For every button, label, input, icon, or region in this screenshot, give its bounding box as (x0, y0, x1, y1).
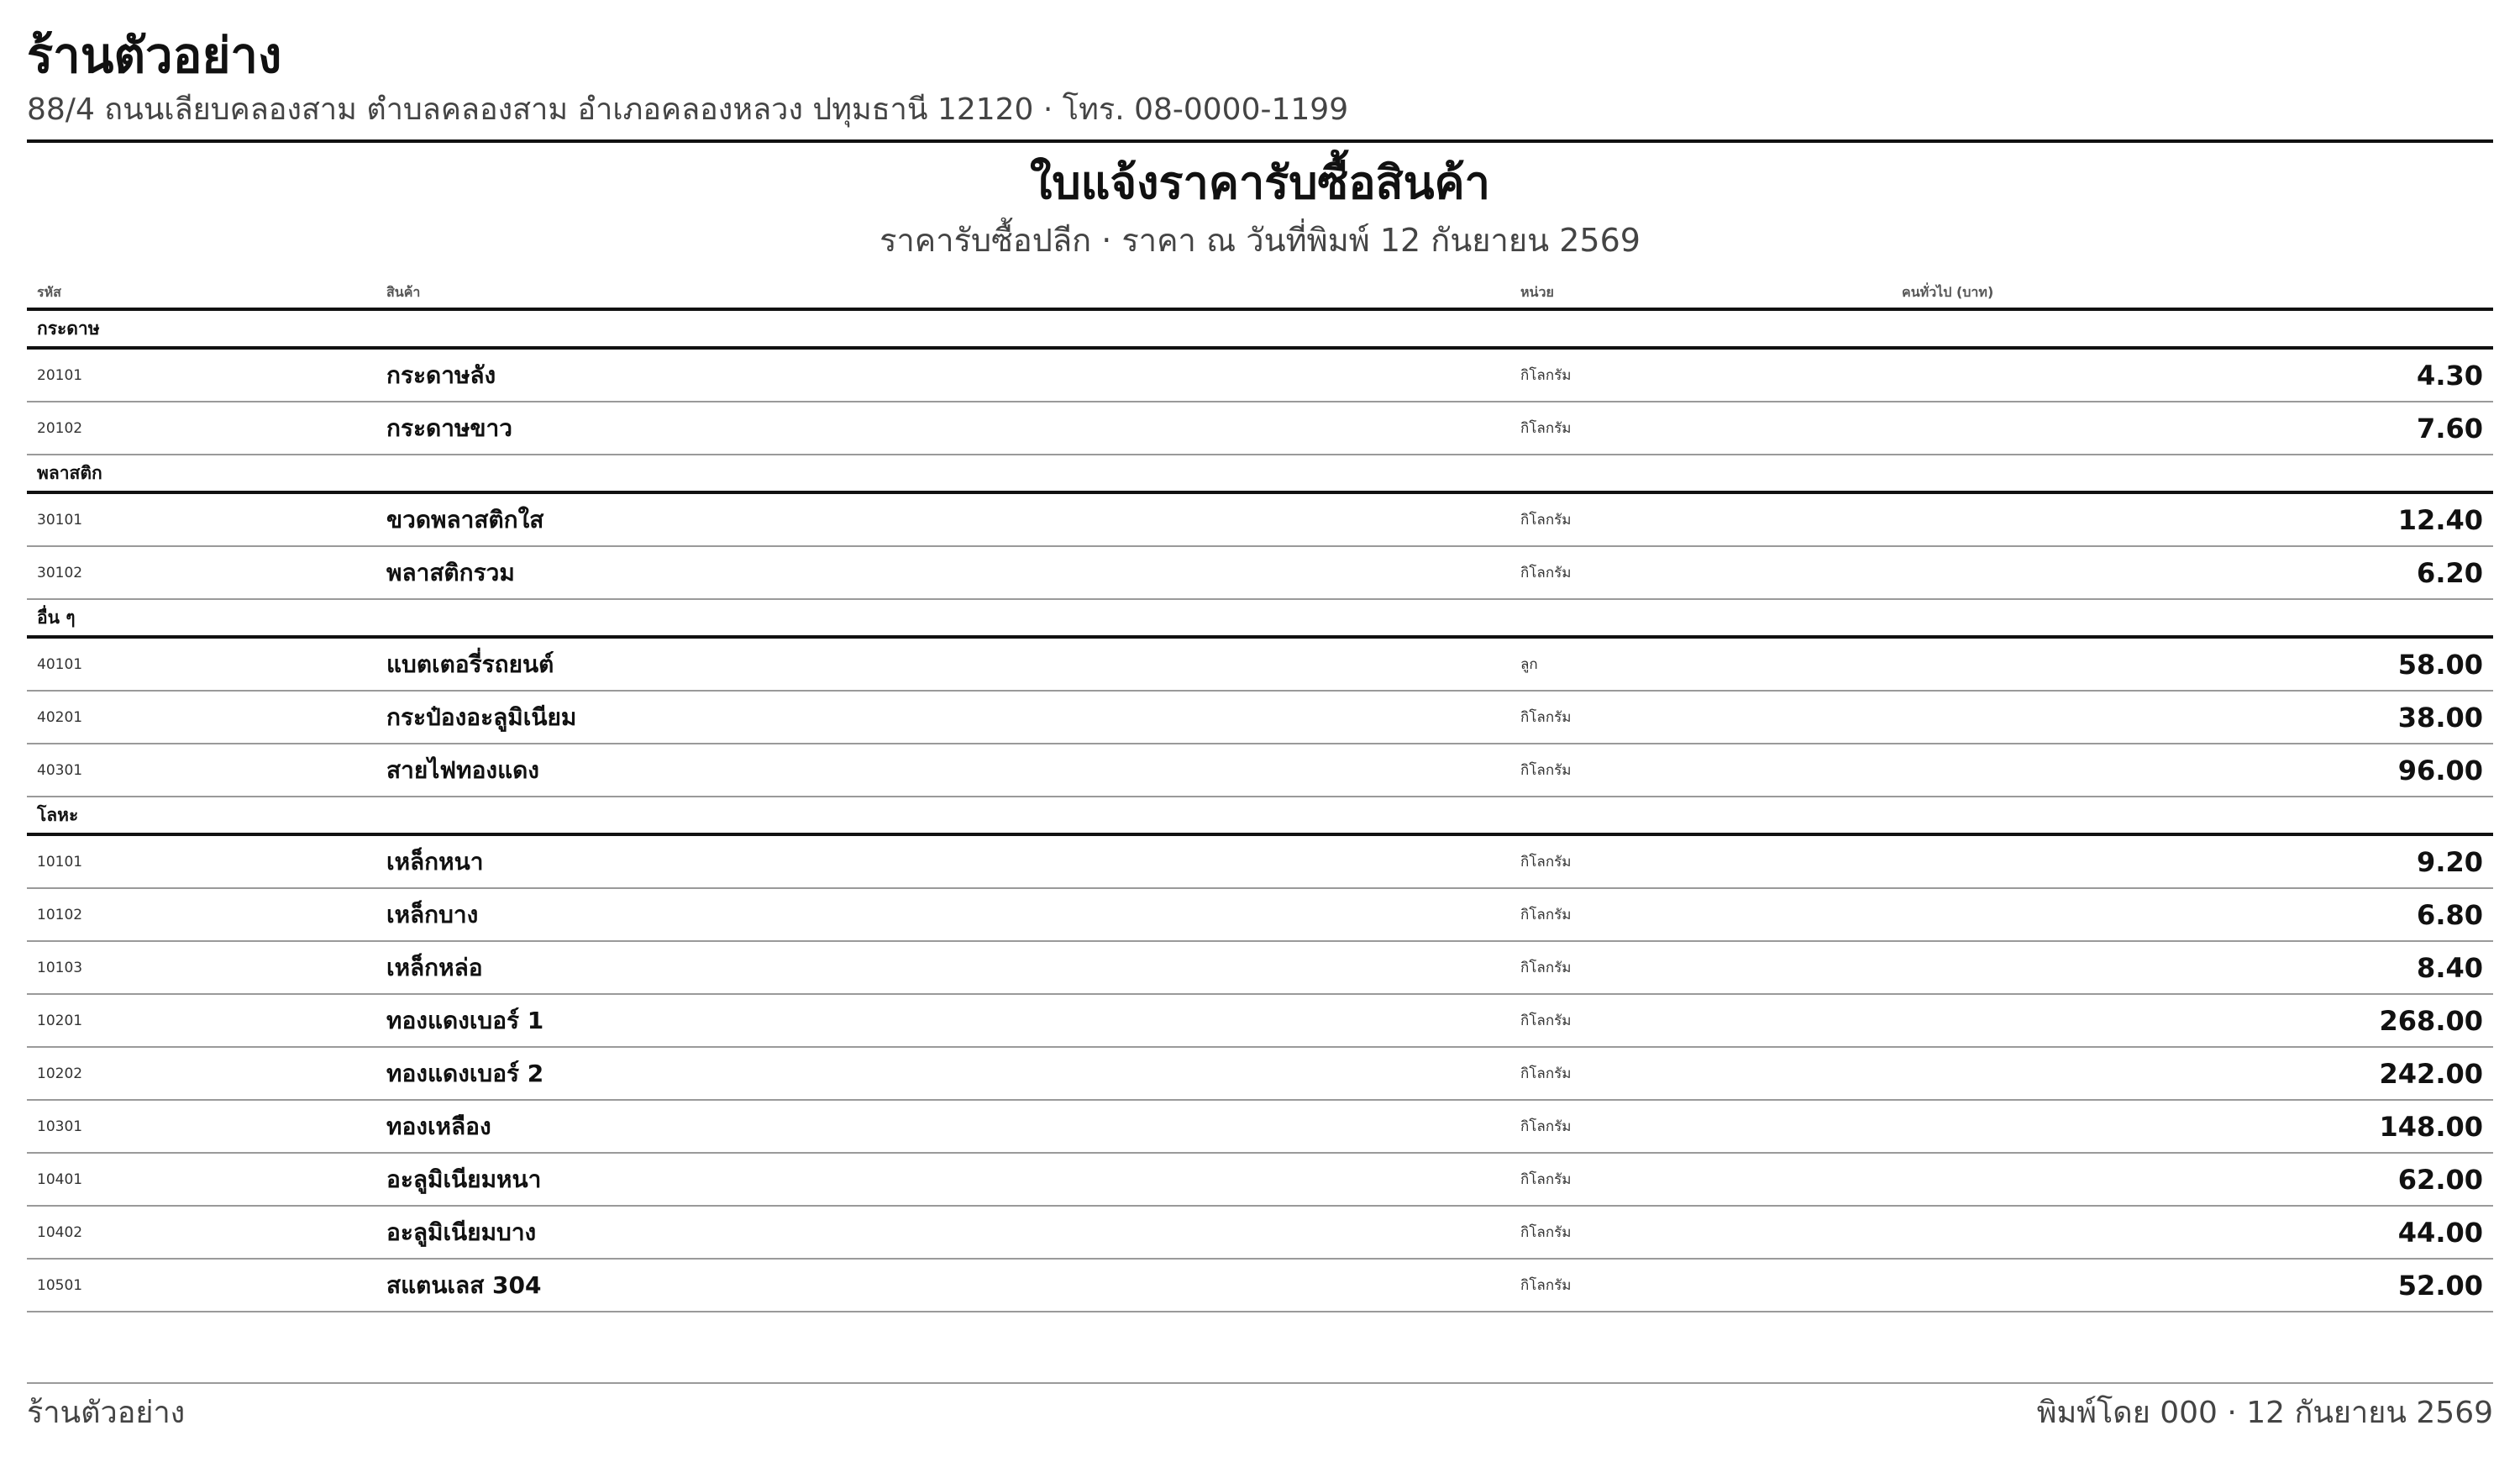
table-row (27, 492, 2493, 546)
item-unit: กิโลกรัม (1510, 994, 1892, 1047)
item-unit: กิโลกรัม (1510, 492, 1892, 546)
item-name: อะลูมิเนียมบาง (376, 1206, 1510, 1259)
item-name: กระดาษขาว (376, 402, 1510, 455)
category-label: กระดาษ (27, 309, 2493, 348)
item-price: 44.00 (1892, 1206, 2493, 1259)
table-row (27, 546, 2493, 599)
item-unit: ลูก (1510, 637, 1892, 691)
item-unit: กิโลกรัม (1510, 744, 1892, 797)
document-subtitle: ราคารับซื้อปลีก · ราคา ณ วันที่พิมพ์ 12 กันยายน 2569 (879, 222, 1641, 259)
item-name: ทองแดงเบอร์ 2 (376, 1047, 1510, 1100)
item-price: 9.20 (1892, 834, 2493, 888)
item-code: 10401 (27, 1153, 376, 1206)
item-code: 40101 (27, 637, 376, 691)
table-header-row (27, 277, 2493, 309)
item-unit: กิโลกรัม (1510, 348, 1892, 402)
category-row (27, 797, 2493, 834)
header-unit: หน่วย (1510, 277, 1892, 309)
table-row (27, 994, 2493, 1047)
table-row (27, 1259, 2493, 1312)
item-unit: กิโลกรัม (1510, 834, 1892, 888)
item-unit: กิโลกรัม (1510, 1259, 1892, 1312)
table-row (27, 834, 2493, 888)
footer-print-info: พิมพ์โดย 000 · 12 กันยายน 2569 (2036, 1396, 2493, 1430)
header-name: สินค้า (376, 277, 1510, 309)
item-price: 4.30 (1892, 348, 2493, 402)
item-price: 96.00 (1892, 744, 2493, 797)
item-name: อะลูมิเนียมหนา (376, 1153, 1510, 1206)
table-row (27, 691, 2493, 744)
table-row (27, 1100, 2493, 1153)
item-price: 8.40 (1892, 941, 2493, 994)
item-code: 10202 (27, 1047, 376, 1100)
header-divider (27, 139, 2493, 143)
item-unit: กิโลกรัม (1510, 691, 1892, 744)
table-row (27, 888, 2493, 941)
item-unit: กิโลกรัม (1510, 1153, 1892, 1206)
item-name: แบตเตอรี่รถยนต์ (376, 637, 1510, 691)
item-code: 10402 (27, 1206, 376, 1259)
item-name: ทองแดงเบอร์ 1 (376, 994, 1510, 1047)
page-footer (27, 1382, 2493, 1430)
item-name: เหล็กบาง (376, 888, 1510, 941)
category-row (27, 309, 2493, 348)
item-price: 6.20 (1892, 546, 2493, 599)
item-name: สแตนเลส 304 (376, 1259, 1510, 1312)
item-code: 10103 (27, 941, 376, 994)
item-price: 38.00 (1892, 691, 2493, 744)
table-body (27, 309, 2493, 1312)
footer-shop-name: ร้านตัวอย่าง (27, 1396, 186, 1430)
item-code: 10201 (27, 994, 376, 1047)
price-table (27, 277, 2493, 1312)
item-code: 20101 (27, 348, 376, 402)
item-unit: กิโลกรัม (1510, 1206, 1892, 1259)
item-price: 52.00 (1892, 1259, 2493, 1312)
item-code: 10102 (27, 888, 376, 941)
item-name: สายไฟทองแดง (376, 744, 1510, 797)
item-code: 10101 (27, 834, 376, 888)
item-price: 268.00 (1892, 994, 2493, 1047)
item-code: 40201 (27, 691, 376, 744)
category-row (27, 455, 2493, 492)
item-name: กระดาษลัง (376, 348, 1510, 402)
category-label: โลหะ (27, 797, 2493, 834)
item-name: ขวดพลาสติกใส (376, 492, 1510, 546)
item-price: 12.40 (1892, 492, 2493, 546)
item-price: 6.80 (1892, 888, 2493, 941)
table-row (27, 348, 2493, 402)
item-price: 242.00 (1892, 1047, 2493, 1100)
table-row (27, 1047, 2493, 1100)
item-name: ทองเหลือง (376, 1100, 1510, 1153)
category-row (27, 599, 2493, 637)
item-price: 62.00 (1892, 1153, 2493, 1206)
item-price: 7.60 (1892, 402, 2493, 455)
shop-address: 88/4 ถนนเลียบคลองสาม ตำบลคลองสาม อำเภอคลองหลวง ปทุมธานี 12120 · โทร. 08-0000-1199 (27, 92, 1349, 127)
item-code: 40301 (27, 744, 376, 797)
header-code: รหัส (27, 277, 376, 309)
table-row (27, 1206, 2493, 1259)
item-unit: กิโลกรัม (1510, 546, 1892, 599)
item-code: 20102 (27, 402, 376, 455)
item-unit: กิโลกรัม (1510, 941, 1892, 994)
document-title: ใบแจ้งราคารับซื้อสินค้า (1030, 156, 1490, 209)
table-row (27, 941, 2493, 994)
item-unit: กิโลกรัม (1510, 1100, 1892, 1153)
shop-name: ร้านตัวอย่าง (27, 27, 282, 84)
category-label: อื่น ๆ (27, 599, 2493, 637)
table-row (27, 402, 2493, 455)
item-price: 58.00 (1892, 637, 2493, 691)
item-unit: กิโลกรัม (1510, 402, 1892, 455)
table-row (27, 637, 2493, 691)
item-unit: กิโลกรัม (1510, 1047, 1892, 1100)
item-name: เหล็กหล่อ (376, 941, 1510, 994)
item-code: 30102 (27, 546, 376, 599)
item-price: 148.00 (1892, 1100, 2493, 1153)
item-code: 10301 (27, 1100, 376, 1153)
item-unit: กิโลกรัม (1510, 888, 1892, 941)
header-price: คนทั่วไป (บาท) (1892, 277, 2493, 309)
category-label: พลาสติก (27, 455, 2493, 492)
item-name: เหล็กหนา (376, 834, 1510, 888)
table-row (27, 1153, 2493, 1206)
item-name: กระป๋องอะลูมิเนียม (376, 691, 1510, 744)
table-row (27, 744, 2493, 797)
item-code: 30101 (27, 492, 376, 546)
document-title-block (0, 151, 2520, 264)
item-code: 10501 (27, 1259, 376, 1312)
item-name: พลาสติกรวม (376, 546, 1510, 599)
shop-header (27, 24, 2493, 131)
